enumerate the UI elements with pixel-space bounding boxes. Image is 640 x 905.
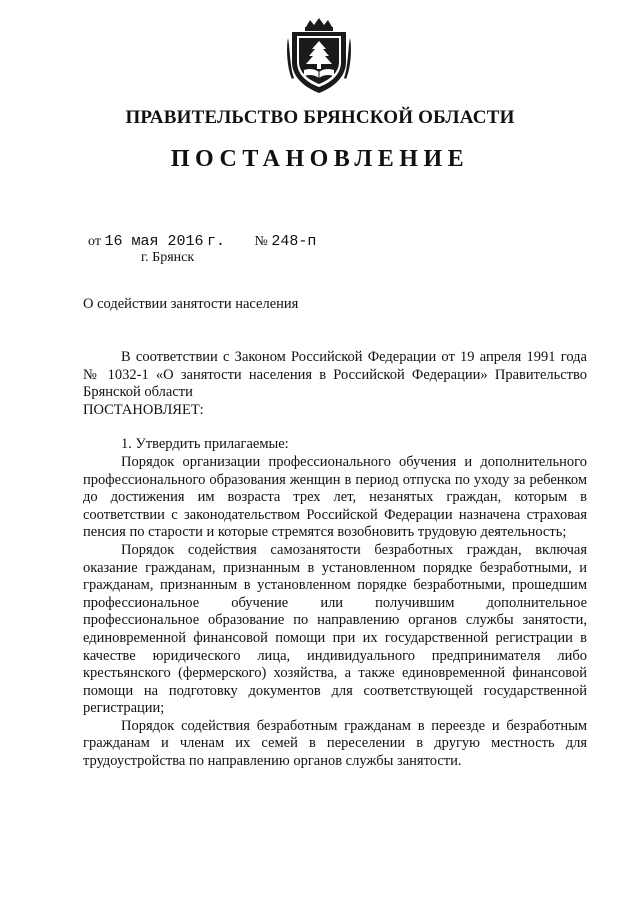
document-type-heading: ПОСТАНОВЛЕНИЕ [170, 146, 470, 172]
coat-of-arms-emblem-icon [286, 18, 352, 94]
order-1-paragraph: Порядок организации профессионального обучения и дополнительного профессионального образования женщин в период отпуска по уходу за ребенком до достижения им возраста трех лет, незанятых граждан, которым в соответствии с законодательством Российской Федерации назначена страховая пенсия по старости и которые стремятся возобновить трудовую деятельность; [83, 453, 587, 541]
document-number: 248-п [271, 233, 317, 250]
date-number-line [88, 233, 316, 250]
government-title: ПРАВИТЕЛЬСТВО БРЯНСКОЙ ОБЛАСТИ [125, 107, 515, 128]
order-3-paragraph: Порядок содействия безработным гражданам в переезде и безработным гражданам и членам их семей в переселении в другую местность для трудоустройства по направлению органов службы занятости. [83, 717, 587, 770]
year-suffix: г. [206, 233, 225, 250]
order-2-paragraph: Порядок содействия самозанятости безработных граждан, включая оказание гражданам, признанным в установленном порядке безработными, и гражданам, признанным в установленном порядке безработными, прошедшим профессиональное обучение или получившим дополнительное профессиональное образование по направлению органов службы занятости, единовременной финансовой помощи при их государственной регистрации в качестве юридического лица, индивидуального предпринимателя либо крестьянского (фермерского) хозяйства, а также единовременной финансовой помощи на подготовку документов для соответствующей государственной регистрации; [83, 541, 587, 717]
resolves-heading: ПОСТАНОВЛЯЕТ: [83, 401, 204, 418]
intro-paragraph: В соответствии с Законом Российской Федерации от 19 апреля 1991 года № 1032-1 «О занятости населения в Российской Федерации» Правительство Брянской области [83, 349, 587, 401]
number-label: № [254, 234, 268, 249]
document-body [83, 349, 587, 771]
document-date: 16 мая 2016 [104, 233, 204, 250]
item-1-paragraph: 1. Утвердить прилагаемые: [121, 436, 289, 453]
document-subject: О содействии занятости населения [83, 296, 299, 312]
from-label: от [88, 234, 101, 249]
city-label: г. Брянск [141, 250, 195, 265]
